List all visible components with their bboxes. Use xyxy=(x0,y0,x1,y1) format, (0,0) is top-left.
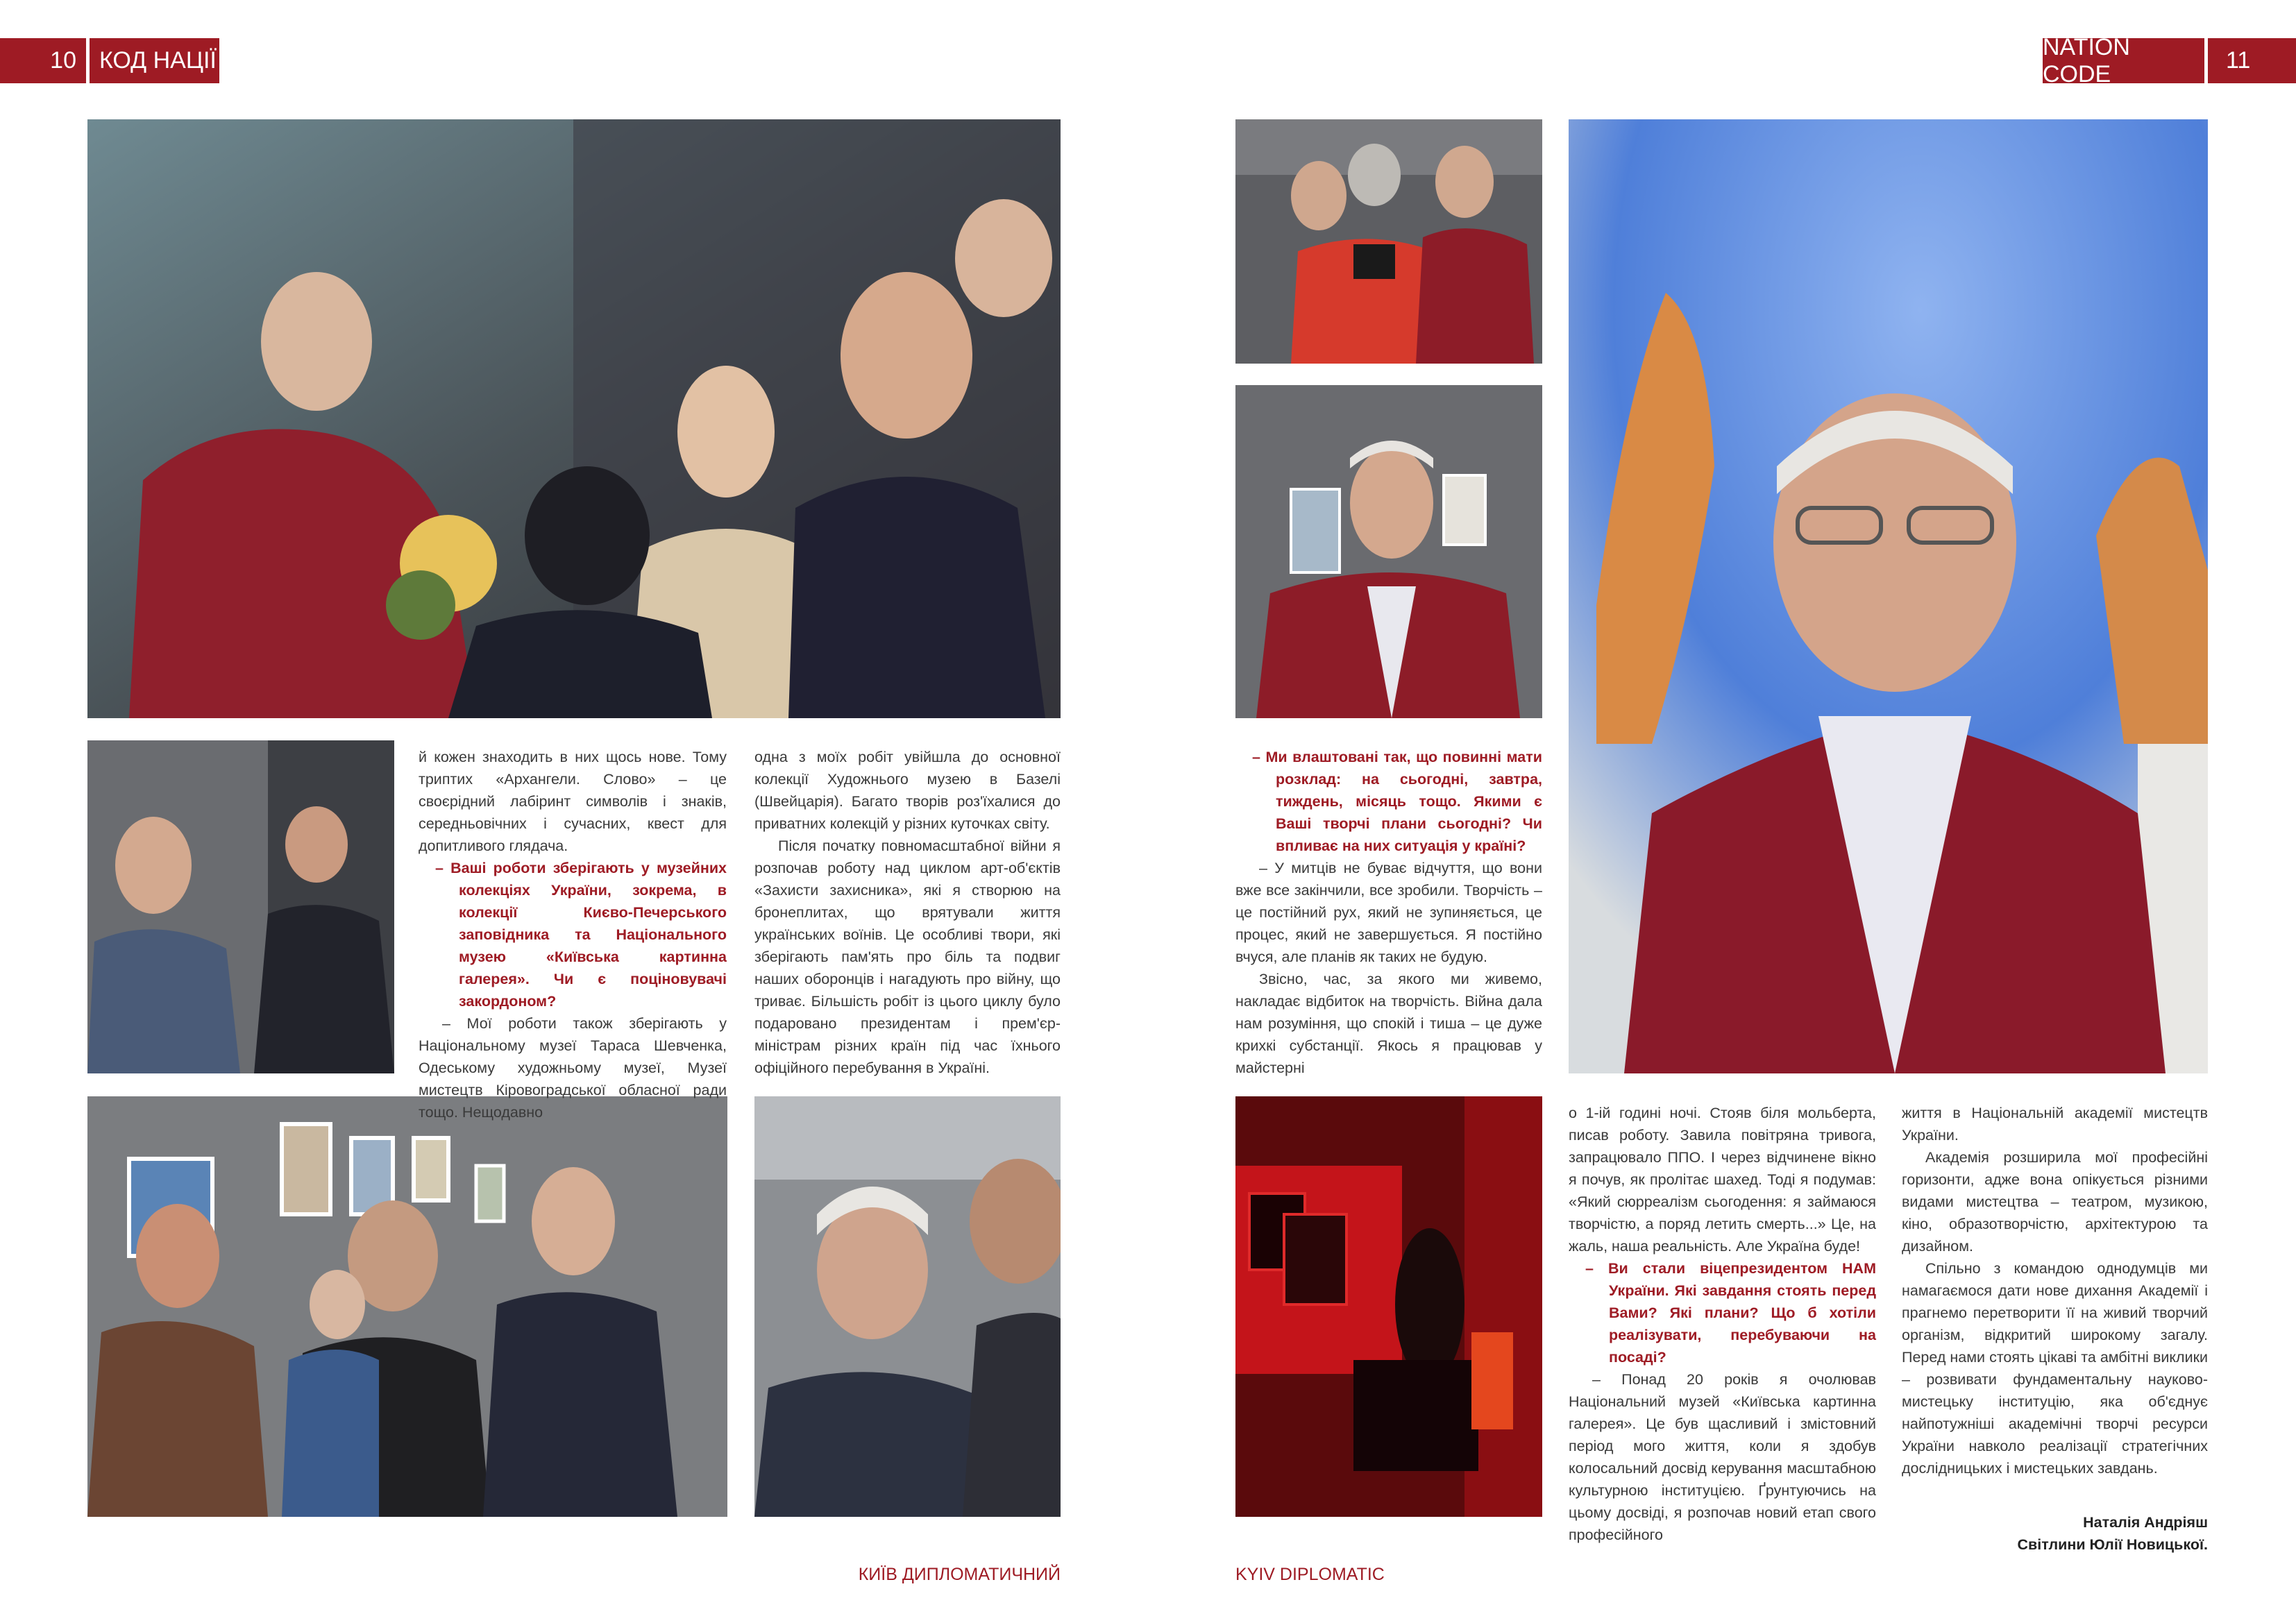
question-3: – Ви стали віцепрезидентом НАМ України. Які завдання стоять перед Вами? Які плани? Що б хотіли реалізувати, перебуваючи на посаді? xyxy=(1585,1260,1876,1366)
photo-white-haired-man xyxy=(754,1096,1061,1517)
photo-greeting-scene xyxy=(87,119,1061,718)
article-column-1 xyxy=(419,746,727,1123)
photo-portrait-painting xyxy=(1569,119,2208,1073)
photo-group-near-paintings xyxy=(87,1096,727,1517)
article-column-5 xyxy=(1902,1102,2208,1556)
article-column-2 xyxy=(754,746,1061,1079)
header-page-number-left: 10 xyxy=(0,38,86,83)
paragraph: життя в Національній академії мистецтв України. xyxy=(1902,1105,2208,1144)
signature xyxy=(1902,1511,2208,1556)
footer-left: КИЇВ ДИПЛОМАТИЧНИЙ xyxy=(858,1565,1061,1584)
article-column-3 xyxy=(1235,746,1542,1079)
paragraph: Академія розширила мої професійні горизонти, адже вона опікується різними видами мистецтва – театром, музикою, кіно, образотворчістю, архітектурою та дизайном. xyxy=(1902,1149,2208,1255)
paragraph: Звісно, час, за якого ми живемо, накладає відбиток на творчість. Війна дала нам розуміння, що спокій і тиша – це дуже крихкі субстанції. Якось я працював у майстерні xyxy=(1235,971,1542,1076)
paragraph: – У митців не буває відчуття, що вони вже все закінчили, все зробили. Творчість – це постійний рух, який не зупиняється, це процес, який не завершується. Я постійно вчуся, але планів як таких не будую. xyxy=(1235,860,1542,965)
header-section-right: NATION CODE xyxy=(2043,38,2204,83)
header-section-left: КОД НАЦІЇ xyxy=(90,38,219,83)
photo-red-lit-studio xyxy=(1235,1096,1542,1517)
photo-man-denim-jacket xyxy=(87,740,394,1073)
paragraph: Спільно з командою однодумців ми намагаємося дати нове дихання Академії і прагнемо перетворити її на живий творчий організм, відкритий широкому загалу. Перед нами стоять цікаві та амбітні виклики – розвивати фундаментальну науково-мистецьку інституцію, яка об'єднує найпотужніші академічні творчі ресурси України навколо реалізації стратегічних дослідницьких і мистецьких завдань. xyxy=(1902,1260,2208,1477)
photo-credit: Світлини Юлії Новицької. xyxy=(2017,1536,2208,1553)
paragraph: – Понад 20 років я очолював Національний музей «Київська картинна галерея». Це був щасливий і змістовний період мого життя, коли я здобув колосальний досвід керування масштабною культурною інституцією. Ґрунтуючись на цьому досвіді, я розпочав новий етап свого професійного xyxy=(1569,1371,1876,1543)
paragraph: одна з моїх робіт увійшла до основної колекції Художнього музею в Базелі (Швейцарія). Багато творів роз'їхалися до приватних колекцій у різних куточках світу. xyxy=(754,749,1061,832)
photo-man-adjusting-jacket xyxy=(1235,385,1542,718)
author-name: Наталія Андріяш xyxy=(2083,1514,2208,1531)
question-1: – Ваші роботи зберігають у музейних колекціях України, зокрема, в колекції Києво-Печерського заповідника та Національного музею «Київська картинна галерея». Чи є поціновувачі закордоном? xyxy=(435,860,727,1010)
header-page-number-right: 11 xyxy=(2208,38,2296,83)
paragraph: о 1-ій годині ночі. Стояв біля мольберта, писав роботу. Завила повітряна тривога, запрацювало ППО. І через відчинене вікно я почув, як пролітає шахед. Тоді я подумав: «Який сюрреалізм сьогодення: я займаюся творчістю, а поряд летить смерть...» Це, на жаль, наша реальність. Але Україна буде! xyxy=(1569,1105,1876,1255)
photo-embrace xyxy=(1235,119,1542,364)
footer-right: KYIV DIPLOMATIC xyxy=(1235,1565,1385,1584)
article-column-4 xyxy=(1569,1102,1876,1546)
question-2: – Ми влаштовані так, що повинні мати розклад: на сьогодні, завтра, тиждень, місяць тощо. Якими є Ваші творчі плани сьогодні? Чи впливає на них ситуація у країні? xyxy=(1252,749,1542,854)
paragraph: – Мої роботи також зберігають у Національному музеї Тараса Шевченка, Одеському художньому музеї, Музеї мистецтв Кіровоградської обласної ради тощо. Нещодавно xyxy=(419,1015,727,1121)
paragraph: Після початку повномасштабної війни я розпочав роботу над циклом арт-об'єктів «Захисти захисника», які я створюю на бронеплитах, що врятували життя українських воїнів. Це особливі твори, які зберігають пам'ять про біль та подвиг наших оборонців і нагадують про війну, що триває. Більшість робіт із цього циклу було подаровано президентам і прем'єр-міністрам різних країн під час їхнього офіційного перебування в Україні. xyxy=(754,838,1061,1076)
paragraph: й кожен знаходить в них щось нове. Тому триптих «Архангели. Слово» – це своєрідний лабіринт символів і знаків, середньовічних і сучасних, квест для допитливого глядача. xyxy=(419,749,727,854)
